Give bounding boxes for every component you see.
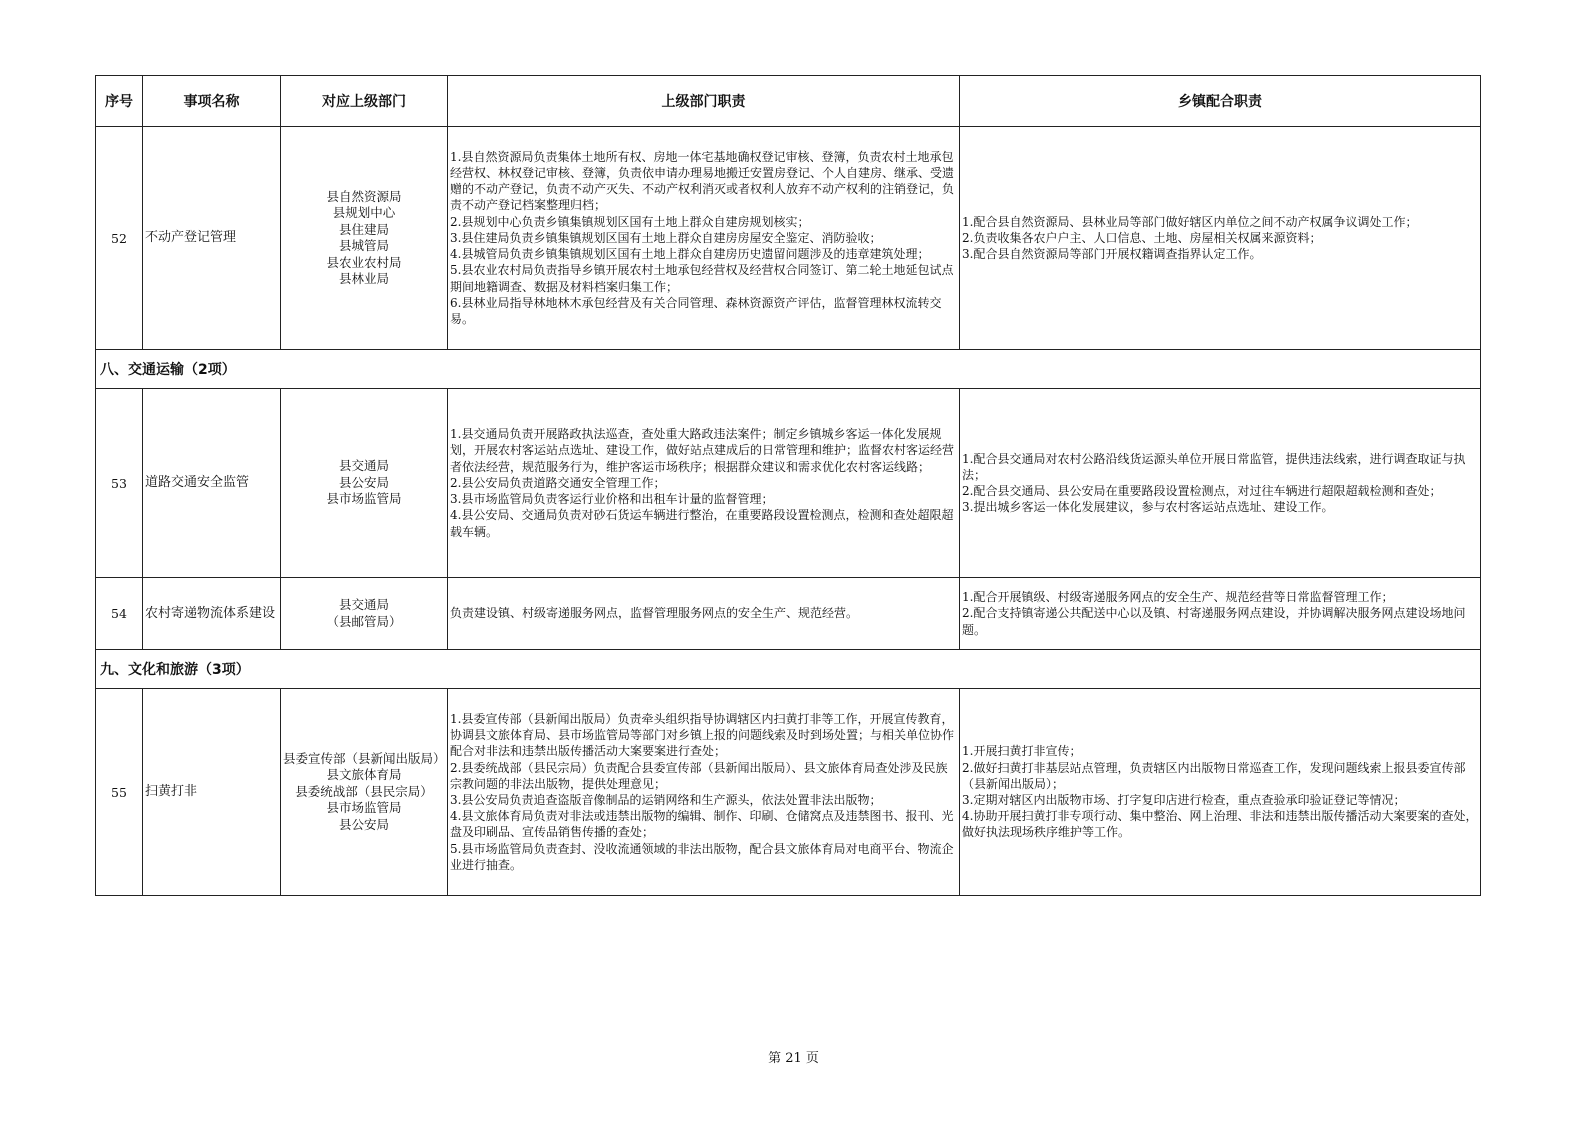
- coop-line: 2.做好扫黄打非基层站点管理，负责辖区内出版物日常巡查工作，发现问题线索上报县委宣传部（县新闻出版局）；: [962, 760, 1466, 791]
- coop-line: 3.定期对辖区内出版物市场、打字复印店进行检查，重点查验承印验证登记等情况；: [962, 793, 1406, 807]
- item-name: 农村寄递物流体系建设: [143, 578, 281, 650]
- dept-line: 县自然资源局: [326, 188, 402, 204]
- superior-dept: [281, 127, 448, 350]
- coop-line: 2.配合支持镇寄递公共配送中心以及镇、村寄递服务网点建设，并协调解决服务网点建设场地问题。: [962, 606, 1466, 637]
- header-duty: 上级部门职责: [448, 76, 960, 127]
- coop-line: 1.配合开展镇级、村级寄递服务网点的安全生产、规范经营等日常监督管理工作；: [962, 590, 1394, 605]
- header-dept: 对应上级部门: [281, 76, 448, 127]
- township-duty: [960, 578, 1481, 650]
- row-number: 52: [96, 127, 143, 350]
- township-duty: [960, 689, 1481, 896]
- item-name: 道路交通安全监管: [143, 389, 281, 578]
- duty-line: 1.县委宣传部（县新闻出版局）负责牵头组织指导协调辖区内扫黄打非等工作，开展宣传教育，协调县文旅体育局、县市场监管局等部门对乡镇上报的问题线索及时到场处置；与相关单位协作配合对非法和违禁出版传播活动大案要案进行查处；: [450, 711, 955, 759]
- township-duty: [960, 389, 1481, 578]
- header-name: 事项名称: [143, 76, 281, 127]
- duty-line: 6.县林业局指导林地林木承包经营及有关合同管理、森林资源资产评估，监督管理林权流转交易。: [450, 295, 942, 326]
- dept-line: 县委宣传部（县新闻出版局）: [283, 750, 446, 766]
- item-name: 不动产登记管理: [143, 127, 281, 350]
- duty-line: 4.县文旅体育局负责对非法或违禁出版物的编辑、制作、印刷、仓储窝点及违禁图书、报刊、光盘及印刷品、宣传品销售传播的查处；: [450, 809, 954, 840]
- duty-line: 3.县住建局负责乡镇集镇规划区国有土地上群众自建房房屋安全鉴定、消防验收；: [450, 230, 882, 245]
- coop-line: 1.开展扫黄打非宣传；: [962, 744, 1082, 759]
- item-name: 扫黄打非: [143, 689, 281, 896]
- duty-line: 2.县公安局负责道路交通安全管理工作；: [450, 475, 666, 490]
- header-coop: 乡镇配合职责: [960, 76, 1481, 127]
- duty-line: 1.县自然资源局负责集体土地所有权、房地一体宅基地确权登记审核、登簿，负责农村土地承包经营权、林权登记审核、登簿，负责依申请办理易地搬迁安置房登记、个人自建房、继承、受遗赠的不动产登记，负责不动产灭失、不动产权利消灭或者权利人放弃不动产权利的注销登记，负责不动产登记档案整理归档；: [450, 149, 955, 213]
- duty-line: 1.县交通局负责开展路政执法巡查，查处重大路政违法案件；制定乡镇城乡客运一体化发展规划，开展农村客运站点选址、建设工作，做好站点建成后的日常管理和维护；监督农村客运经营者依法经营，规范服务行为，维护客运市场秩序；根据群众建议和需求优化农村客运线路；: [450, 427, 955, 474]
- dept-line: 县住建局: [338, 221, 389, 237]
- row-number: 53: [96, 389, 143, 578]
- section-row: [96, 350, 1481, 389]
- superior-dept: [281, 389, 448, 578]
- duty-line: 3.县公安局负责追查盗版音像制品的运销网络和生产源头，依法处置非法出版物；: [450, 793, 882, 807]
- superior-duty: [448, 578, 960, 650]
- row-number: 54: [96, 578, 143, 650]
- duty-line: 负责建设镇、村级寄递服务网点，监督管理服务网点的安全生产、规范经营。: [450, 606, 859, 621]
- dept-line: 县林业局: [338, 271, 389, 286]
- dept-line: 县城管局: [338, 238, 389, 253]
- duty-line: 3.县市场监管局负责客运行业价格和出租车计量的监督管理；: [450, 492, 774, 507]
- section-row: [96, 650, 1481, 689]
- duty-line: 2.县委统战部（县民宗局）负责配合县委宣传部（县新闻出版局）、县文旅体育局查处涉及民族宗教问题的非法出版物，提供处理意见；: [450, 760, 948, 791]
- coop-line: 1.配合县交通局对农村公路沿线货运源头单位开展日常监管，提供违法线索，进行调查取证与执法；: [962, 451, 1466, 482]
- dept-line: 县交通局: [338, 597, 389, 612]
- duty-line: 4.县城管局负责乡镇集镇规划区国有土地上群众自建房历史遗留问题涉及的违章建筑处理；: [450, 247, 930, 262]
- dept-line: 县农业农村局: [326, 254, 402, 270]
- dept-line: 县规划中心: [332, 205, 396, 220]
- duty-table: [95, 75, 1481, 896]
- dept-line: 县公安局: [338, 474, 389, 490]
- header-row: [96, 76, 1481, 127]
- duty-line: 5.县农业农村局负责指导乡镇开展农村土地承包经营权及经营权合同签订、第二轮土地延包试点期间地籍调查、数据及材料档案归集工作；: [450, 263, 954, 294]
- section-title: 八、交通运输（2项）: [96, 350, 1481, 389]
- superior-dept: [281, 578, 448, 650]
- superior-duty: [448, 127, 960, 350]
- coop-line: 2.负责收集各农户户主、人口信息、土地、房屋相关权属来源资料；: [962, 230, 1322, 245]
- coop-line: 1.配合县自然资源局、县林业局等部门做好辖区内单位之间不动产权属争议调处工作；: [962, 214, 1418, 229]
- row-number: 55: [96, 689, 143, 896]
- dept-line: 县交通局: [338, 458, 389, 474]
- dept-line: 县委统战部（县民宗局）: [295, 783, 433, 799]
- dept-line: 县市场监管局: [326, 491, 402, 507]
- coop-line: 2.配合县交通局、县公安局在重要路段设置检测点，对过往车辆进行超限超载检测和查处；: [962, 484, 1442, 498]
- duty-line: 4.县公安局、交通局负责对砂石货运车辆进行整治，在重要路段设置检测点，检测和查处超限超载车辆。: [450, 508, 954, 539]
- duty-line: 2.县规划中心负责乡镇集镇规划区国有土地上群众自建房规划核实；: [450, 214, 810, 229]
- dept-line: （县邮管局）: [326, 613, 402, 629]
- page-number: 第 21 页: [768, 1051, 819, 1066]
- table-row: [96, 127, 1481, 350]
- table-row: [96, 389, 1481, 578]
- coop-line: 3.提出城乡客运一体化发展建议，参与农村客运站点选址、建设工作。: [962, 500, 1334, 515]
- table-row: [96, 689, 1481, 896]
- section-title: 九、文化和旅游（3项）: [96, 650, 1481, 689]
- superior-dept: [281, 689, 448, 896]
- coop-line: 4.协助开展扫黄打非专项行动、集中整治、网上治理、非法和违禁出版传播活动大案要案的查处，做好执法现场秩序维护等工作。: [962, 809, 1478, 840]
- table-row: [96, 578, 1481, 650]
- superior-duty: [448, 689, 960, 896]
- dept-line: 县文旅体育局: [326, 767, 402, 783]
- township-duty: [960, 127, 1481, 350]
- coop-line: 3.配合县自然资源局等部门开展权籍调查指界认定工作。: [962, 247, 1262, 262]
- duty-line: 5.县市场监管局负责查封、没收流通领域的非法出版物，配合县文旅体育局对电商平台、物流企业进行抽查。: [450, 841, 954, 872]
- dept-line: 县市场监管局: [326, 800, 402, 816]
- dept-line: 县公安局: [338, 816, 389, 832]
- superior-duty: [448, 389, 960, 578]
- header-num: 序号: [96, 76, 143, 127]
